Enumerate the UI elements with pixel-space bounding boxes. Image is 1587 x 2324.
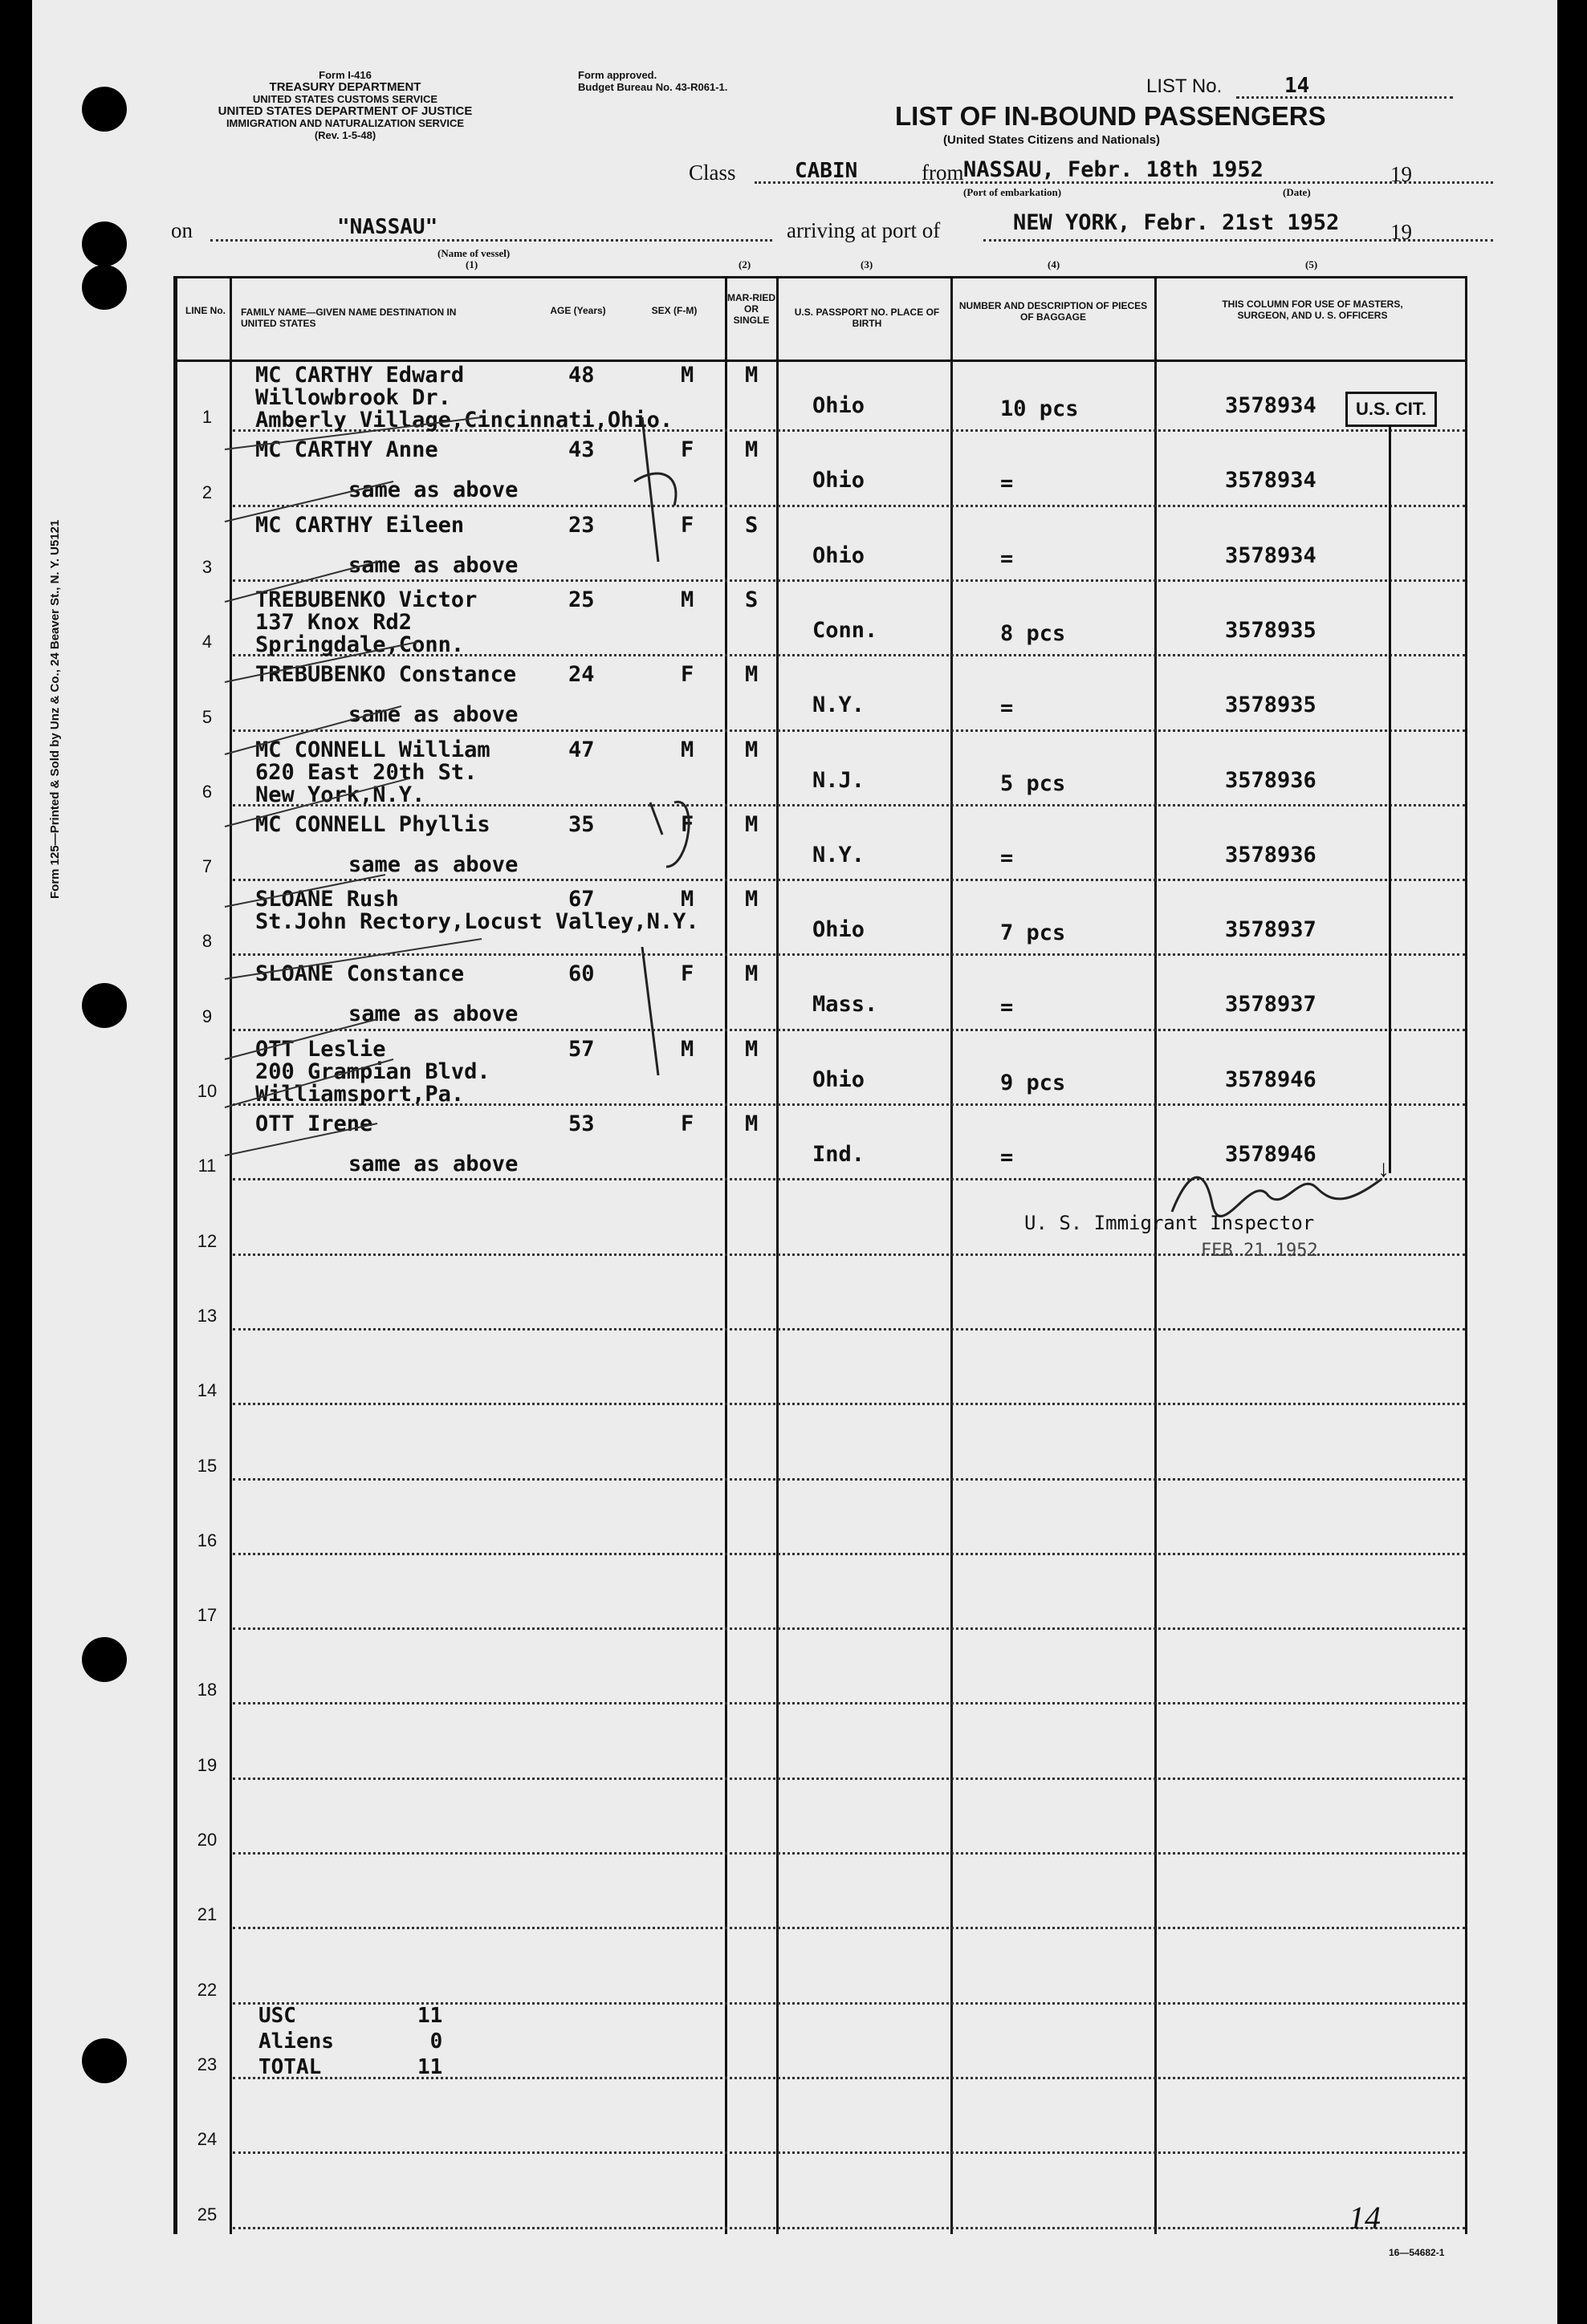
passenger-baggage: =	[1000, 696, 1014, 721]
line-number: 7	[201, 856, 213, 877]
arrow-down-icon: ↓	[1377, 1156, 1390, 1182]
line-number: 17	[197, 1605, 218, 1626]
passenger-ms: M	[745, 1111, 759, 1136]
passenger-name: MC CARTHY Edward	[255, 363, 465, 388]
passenger-ms: M	[745, 811, 759, 837]
passenger-name: MC CARTHY Anne	[255, 437, 438, 463]
passenger-addr1: same as above	[348, 1152, 519, 1176]
totals-block: USC Aliens TOTAL	[258, 2004, 334, 2079]
column-header-name: FAMILY NAME—GIVEN NAME DESTINATION IN UNITED STATES	[241, 307, 457, 329]
page-mark: 14	[1349, 2200, 1381, 2236]
passenger-addr2: New York,N.Y.	[255, 782, 425, 807]
form-header-agencies: Form I-416 TREASURY DEPARTMENT UNITED STATES CUSTOMS SERVICE UNITED STATES DEPARTMENT OF JUSTICE IMMIGRATION AND NATURALIZATION SERVICE (Rev. 1-5-48)	[218, 69, 473, 141]
column-number-4: (4)	[1048, 258, 1060, 270]
binder-hole-icon	[82, 87, 127, 132]
column-header-married: MAR-RIED OR SINGLE	[727, 292, 775, 326]
binder-hole-icon	[82, 983, 127, 1028]
column-header-line-no: LINE No.	[185, 305, 226, 316]
passenger-addr1: Willowbrook Dr.	[255, 385, 451, 410]
passenger-ms: S	[745, 512, 759, 538]
passenger-addr1: same as above	[348, 1002, 519, 1027]
passenger-passport: 3578946	[1225, 1067, 1316, 1092]
passenger-passport: 3578934	[1225, 393, 1316, 418]
line-number: 24	[197, 2129, 218, 2150]
row-divider	[233, 1627, 1465, 1630]
column-number-3: (3)	[861, 258, 873, 270]
inspector-title: U. S. Immigrant Inspector	[1024, 1212, 1315, 1234]
from-label: from	[922, 160, 964, 185]
passenger-name: MC CARTHY Eileen	[255, 512, 465, 538]
list-number: 14	[1284, 74, 1310, 98]
passenger-age: 23	[568, 512, 595, 538]
passenger-sex: F	[681, 961, 694, 987]
passenger-age: 43	[568, 437, 595, 463]
passenger-birth: Ind.	[812, 1142, 865, 1167]
binder-hole-icon	[82, 221, 127, 266]
line-number: 10	[197, 1081, 218, 1101]
line-number: 3	[201, 556, 213, 577]
column-number-2: (2)	[739, 258, 751, 270]
passenger-name: SLOANE Constance	[255, 961, 465, 987]
row-divider	[233, 2227, 1465, 2229]
us-citizen-stamp: U.S. CIT.	[1345, 392, 1437, 427]
line-number: 14	[197, 1380, 218, 1401]
passenger-ms: S	[745, 587, 759, 612]
line-number: 5	[201, 706, 213, 727]
passenger-birth: N.J.	[812, 767, 865, 793]
class-value: CABIN	[795, 159, 858, 183]
line-number: 11	[197, 1156, 217, 1176]
passenger-sex: F	[681, 1111, 694, 1136]
checkmark-strokes	[217, 401, 618, 1188]
column-header-baggage: NUMBER AND DESCRIPTION OF PIECES OF BAGGAGE	[958, 300, 1148, 323]
footer-code: 16—54682-1	[1389, 2247, 1445, 2258]
year-suffix: 19	[1390, 162, 1412, 186]
passenger-addr1: same as above	[348, 477, 519, 503]
passenger-name: MC CONNELL Phyllis	[255, 811, 490, 837]
passenger-birth: Ohio	[812, 917, 865, 943]
page-title: LIST OF IN-BOUND PASSENGERS	[895, 101, 1326, 131]
vessel-caption: (Name of vessel)	[437, 247, 511, 259]
column-number-1: (1)	[466, 258, 478, 270]
passenger-baggage: 9 pcs	[1000, 1070, 1066, 1095]
passenger-passport: 3578936	[1225, 767, 1316, 793]
passenger-name: TREBUBENKO Victor	[255, 587, 478, 612]
passenger-sex: M	[681, 1036, 694, 1062]
passenger-sex: M	[681, 363, 694, 388]
totals-values: 11 0 11	[417, 2004, 443, 2079]
passenger-ms: M	[745, 737, 759, 762]
row-divider	[233, 1778, 1465, 1780]
handwritten-marks	[594, 385, 771, 1075]
passenger-age: 35	[568, 811, 595, 837]
line-number: 4	[201, 632, 213, 652]
row-divider	[233, 1702, 1465, 1704]
page-subtitle: (United States Citizens and Nationals)	[943, 133, 1161, 147]
row-divider	[233, 1478, 1465, 1481]
passenger-baggage: =	[1000, 1145, 1014, 1170]
column-header-sex: SEX (F-M)	[651, 305, 698, 316]
passenger-addr1: 137 Knox Rd2	[255, 609, 413, 635]
line-number: 19	[197, 1754, 218, 1775]
line-number: 1	[201, 407, 213, 428]
passenger-passport: 3578934	[1225, 542, 1316, 568]
row-divider	[233, 1403, 1465, 1405]
passenger-passport: 3578935	[1225, 693, 1316, 718]
passenger-baggage: 5 pcs	[1000, 770, 1066, 796]
passenger-addr1: 620 East 20th St.	[255, 759, 478, 785]
passenger-ms: M	[745, 363, 759, 388]
passenger-passport: 3578934	[1225, 468, 1316, 494]
passenger-name: SLOANE Rush	[255, 887, 399, 912]
passenger-addr2: Williamsport,Pa.	[255, 1081, 465, 1107]
binder-hole-icon	[82, 2038, 127, 2083]
passenger-sex: F	[681, 512, 694, 538]
passenger-ms: M	[745, 1036, 759, 1062]
line-number: 9	[201, 1006, 213, 1026]
passenger-addr1: same as above	[348, 552, 519, 578]
passenger-addr1: same as above	[348, 702, 519, 728]
line-number: 12	[197, 1230, 218, 1251]
passenger-sex: F	[681, 437, 694, 463]
passenger-passport: 3578946	[1225, 1142, 1316, 1167]
arriving-value: NEW YORK, Febr. 21st 1952	[1013, 210, 1340, 235]
line-number: 22	[197, 1979, 218, 2000]
port-embarkation-caption: (Port of embarkation)	[963, 186, 1062, 198]
row-divider	[233, 2151, 1465, 2154]
line-number: 20	[197, 1830, 218, 1850]
passenger-baggage: 7 pcs	[1000, 920, 1066, 946]
line-number: 18	[197, 1680, 218, 1700]
passenger-birth: N.Y.	[812, 693, 865, 718]
passenger-name: OTT Irene	[255, 1111, 373, 1136]
passenger-passport: 3578935	[1225, 617, 1316, 643]
row-divider	[233, 1927, 1465, 1929]
passenger-birth: N.Y.	[812, 842, 865, 867]
passenger-birth: Conn.	[812, 617, 878, 643]
row-divider	[233, 1553, 1465, 1555]
passenger-birth: Ohio	[812, 393, 865, 418]
line-number: 6	[201, 781, 213, 802]
passenger-ms: M	[745, 887, 759, 912]
passenger-birth: Ohio	[812, 1067, 865, 1092]
passenger-sex: F	[681, 811, 694, 837]
column-header-age: AGE (Years)	[550, 305, 606, 316]
passenger-birth: Mass.	[812, 992, 878, 1018]
from-value: NASSAU, Febr. 18th 1952	[963, 157, 1263, 182]
passenger-age: 57	[568, 1036, 595, 1062]
form-approval: Form approved. Budget Bureau No. 43-R061-1.	[578, 69, 728, 93]
line-number: 15	[197, 1455, 218, 1476]
passenger-baggage: =	[1000, 845, 1014, 871]
passenger-addr1: same as above	[348, 851, 519, 877]
passenger-sex: M	[681, 737, 694, 762]
passenger-sex: M	[681, 587, 694, 612]
class-label: Class	[689, 160, 736, 185]
column-header-officers: THIS COLUMN FOR USE OF MASTERS, SURGEON, AND U. S. OFFICERS	[1222, 299, 1403, 321]
list-number-label: LIST No.	[1146, 75, 1223, 97]
passenger-addr1: 200 Grampian Blvd.	[255, 1058, 490, 1084]
line-number: 23	[197, 2054, 218, 2074]
passenger-sex: M	[681, 887, 694, 912]
passenger-addr2: Springdale,Conn.	[255, 632, 465, 657]
column-number-5: (5)	[1305, 258, 1318, 270]
date-caption: (Date)	[1283, 186, 1311, 198]
passenger-passport: 3578937	[1225, 917, 1316, 943]
passenger-ms: M	[745, 437, 759, 463]
line-number: 21	[197, 1904, 218, 1925]
binder-hole-icon	[82, 265, 127, 310]
printer-side-text: Form 125—Printed & Sold by Unz & Co., 24 Beaver St., N. Y. U5121	[48, 519, 62, 899]
line-number: 25	[197, 2204, 218, 2224]
passenger-name: MC CONNELL William	[255, 737, 490, 762]
inspector-date-stamp: FEB 21 1952	[1201, 1241, 1318, 1261]
passenger-passport: 3578937	[1225, 992, 1316, 1018]
arriving-label: arriving at port of	[787, 218, 941, 242]
passenger-age: 47	[568, 737, 595, 762]
passenger-birth: Ohio	[812, 468, 865, 494]
column-header-passport: U.S. PASSPORT NO. PLACE OF BIRTH	[794, 307, 940, 329]
passenger-age: 25	[568, 587, 595, 612]
passenger-sex: F	[681, 662, 694, 688]
line-number: 13	[197, 1305, 218, 1326]
year-suffix-2: 19	[1390, 220, 1412, 244]
passenger-age: 67	[568, 887, 595, 912]
on-label: on	[171, 218, 193, 242]
passenger-baggage: 10 pcs	[1000, 396, 1079, 421]
passenger-addr1: St.John Rectory,Locust Valley,N.Y.	[255, 909, 699, 935]
line-number: 2	[201, 481, 213, 502]
row-divider	[233, 1852, 1465, 1855]
passenger-name: OTT Leslie	[255, 1036, 386, 1062]
passenger-baggage: =	[1000, 546, 1014, 571]
row-divider	[233, 1328, 1465, 1331]
passenger-ms: M	[745, 662, 759, 688]
passenger-addr2: Amberly Village,Cincinnati,Ohio.	[255, 408, 673, 433]
passenger-baggage: =	[1000, 471, 1014, 497]
passenger-age: 53	[568, 1111, 595, 1136]
passenger-passport: 3578936	[1225, 842, 1316, 867]
passenger-name: TREBUBENKO Constance	[255, 662, 517, 688]
passenger-age: 24	[568, 662, 595, 688]
passenger-age: 48	[568, 363, 595, 388]
line-number: 16	[197, 1530, 218, 1550]
vessel-name: "NASSAU"	[337, 215, 438, 239]
line-number: 8	[201, 931, 213, 952]
passenger-birth: Ohio	[812, 542, 865, 568]
passenger-baggage: 8 pcs	[1000, 620, 1066, 646]
binder-hole-icon	[82, 1637, 127, 1682]
passenger-baggage: =	[1000, 995, 1014, 1021]
passenger-age: 60	[568, 961, 595, 987]
passenger-ms: M	[745, 961, 759, 987]
